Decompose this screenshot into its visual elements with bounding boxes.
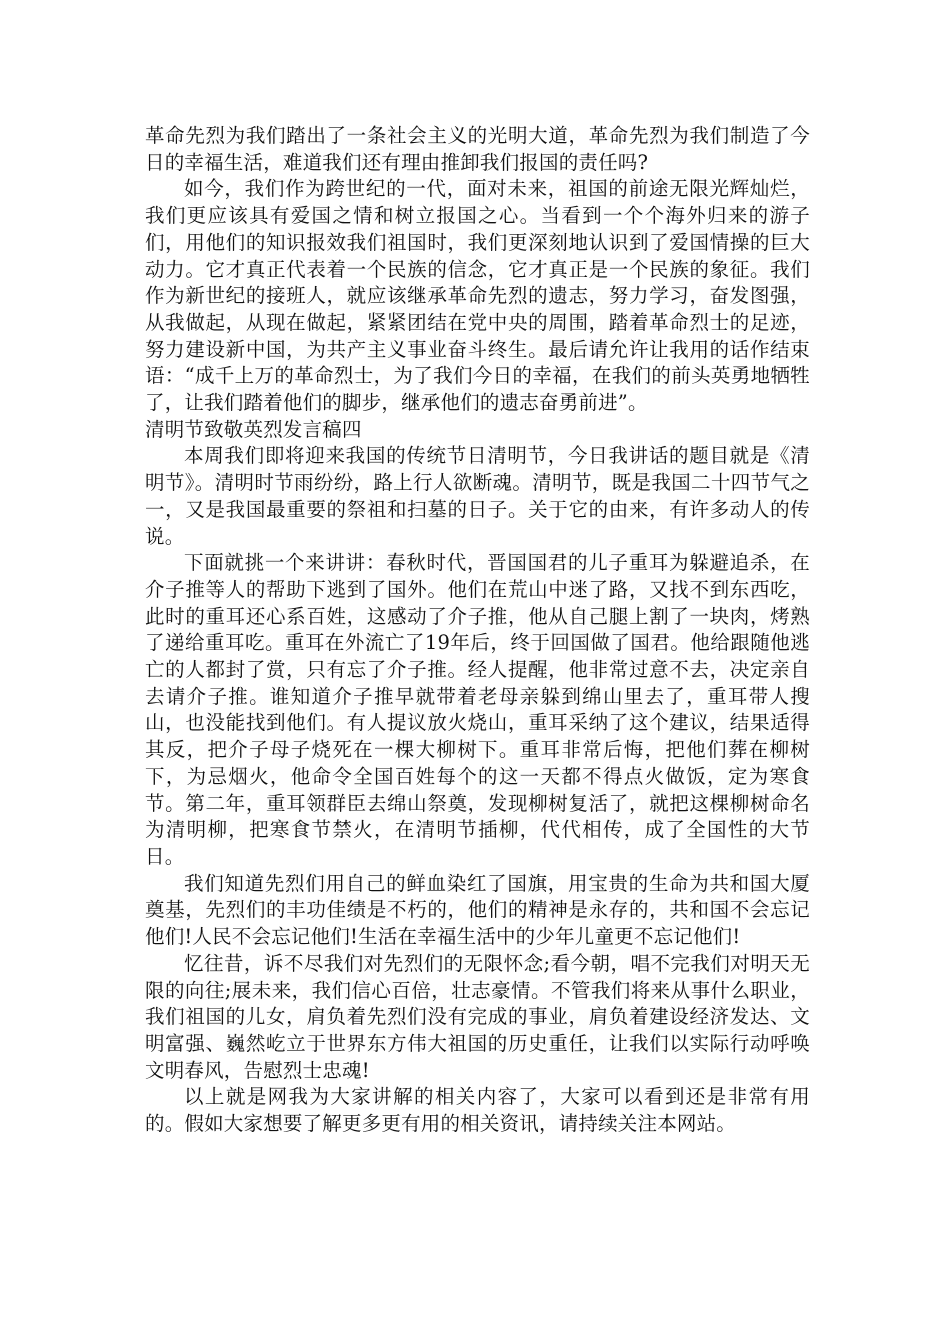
paragraph-4: 下面就挑一个来讲讲：春秋时代，晋国国君的儿子重耳为躲避追杀，在介子推等人的帮助下逃到了国外。他们在荒山中迷了路，又找不到东西吃，此时的重耳还心系百姓，这感动了介子推，他从自己腿上割了一块肉，烤熟了递给重耳吃。重耳在外流亡了19年后，终于回国做了国君。他给跟随他逃亡的人都封了赏，只有忘了介子推。经人提醒，他非常过意不去，决定亲自去请介子推。谁知道介子推早就带着老母亲躲到绵山里去了，重耳带人搜山，也没能找到他们。有人提议放火烧山，重耳采纳了这个建议，结果适得其反，把介子母子烧死在一棵大柳树下。重耳非常后悔，把他们葬在柳树下，为忌烟火，他命令全国百姓每个的这一天都不得点火做饭，定为寒食节。第二年，重耳领群臣去绵山祭奠，发现柳树复活了，就把这棵柳树命名为清明柳，把寒食节禁火，在清明节插柳，代代相传，成了全国性的大节日。 <box>145 551 810 868</box>
paragraph-6: 忆往昔，诉不尽我们对先烈们的无限怀念;看今朝，唱不完我们对明天无限的向往;展未来，我们信心百倍，壮志豪情。不管我们将来从事什么职业，我们祖国的儿女，肩负着先烈们没有完成的事业，肩负着建设经济发达、文明富强、巍然屹立于世界东方伟大祖国的历史重任，让我们以实际行动呼唤文明春风，告慰烈士忠魂! <box>145 951 810 1082</box>
section-heading: 清明节致敬英烈发言稿四 <box>145 417 362 441</box>
paragraph-2: 如今，我们作为跨世纪的一代，面对未来，祖国的前途无限光辉灿烂，我们更应该具有爱国之情和树立报国之心。当看到一个个海外归来的游子们，用他们的知识报效我们祖国时，我们更深刻地认识到了爱国情操的巨大动力。它才真正代表着一个民族的信念，它才真正是一个民族的象征。我们作为新世纪的接班人，就应该继承革命先烈的遗志，努力学习，奋发图强，从我做起，从现在做起，紧紧团结在党中央的周围，踏着革命烈士的足迹，努力建设新中国，为共产主义事业奋斗终生。最后请允许让我用的话作结束语：“成千上万的革命烈士，为了我们今日的幸福，在我们的前头英勇地牺牲了，让我们踏着他们的脚步，继承他们的遗志奋勇前进”。 <box>145 177 810 415</box>
paragraph-1: 革命先烈为我们踏出了一条社会主义的光明大道，革命先烈为我们制造了今日的幸福生活，难道我们还有理由推卸我们报国的责任吗? <box>145 124 810 174</box>
document-page <box>145 123 810 1138</box>
paragraph-3: 本周我们即将迎来我国的传统节日清明节，今日我讲话的题目就是《清明节》。清明时节雨纷纷，路上行人欲断魂。清明节，既是我国二十四节气之一，又是我国最重要的祭祖和扫墓的日子。关于它的由来，有许多动人的传说。 <box>145 444 810 548</box>
paragraph-7: 以上就是网我为大家讲解的相关内容了，大家可以看到还是非常有用的。假如大家想要了解更多更有用的相关资讯，请持续关注本网站。 <box>145 1085 810 1136</box>
paragraph-5: 我们知道先烈们用自己的鲜血染红了国旗，用宝贵的生命为共和国大厦奠基，先烈们的丰功佳绩是不朽的，他们的精神是永存的，共和国不会忘记他们!人民不会忘记他们!生活在幸福生活中的少年儿童更不忘记他们! <box>145 871 810 949</box>
